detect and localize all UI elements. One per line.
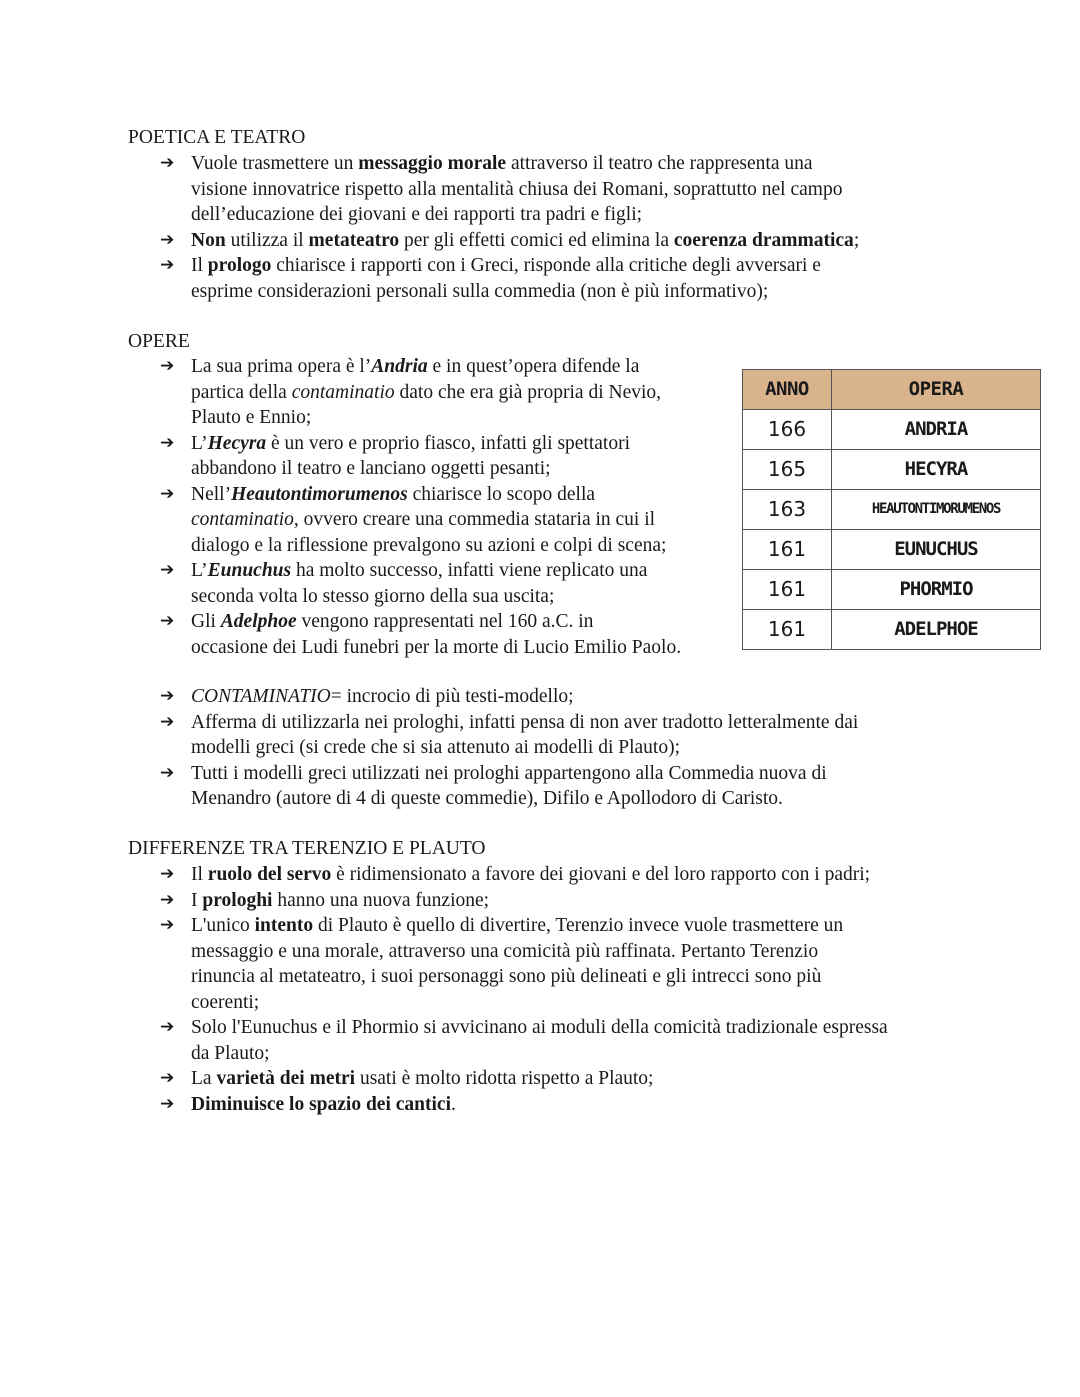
text-segment: chiarisce i rapporti con i Greci, risponde alla critiche degli avversari e — [271, 255, 821, 276]
text-segment: Non — [191, 229, 226, 251]
table-row — [743, 410, 1041, 450]
arrow-icon: ➔ — [160, 762, 175, 783]
text-segment: Il — [191, 864, 208, 885]
opera-cell: HECYRA — [832, 450, 1041, 490]
text-segment: varietà dei metri — [216, 1068, 356, 1089]
list-item — [160, 862, 888, 888]
table-row — [743, 570, 1041, 610]
text-segment: coerenza drammatica — [673, 229, 854, 251]
list-item — [160, 431, 681, 482]
arrow-icon: ➔ — [160, 255, 175, 275]
text-segment: vengono rappresentati nel 160 a.C. in — [296, 611, 594, 632]
arrow-icon: ➔ — [160, 356, 175, 376]
section-title-differenze: DIFFERENZE TRA TERENZIO E PLAUTO — [128, 838, 486, 859]
table-row — [743, 610, 1041, 650]
list-item — [160, 151, 859, 228]
opere-table — [742, 369, 1041, 650]
text-segment: seconda volta lo stesso giorno della sua uscita; — [191, 585, 555, 607]
arrow-icon: ➔ — [160, 889, 175, 910]
text-segment: Il — [191, 255, 208, 276]
arrow-icon: ➔ — [160, 432, 175, 453]
table-row — [743, 450, 1041, 490]
table-row — [743, 530, 1041, 570]
list-item — [160, 558, 681, 609]
text-segment: occasione dei Ludi funebri per la morte di Lucio Emilio Paolo. — [191, 636, 682, 658]
opera-cell: HEAUTONTIMORUMENOS — [832, 490, 1041, 530]
text-segment: visione innovatrice rispetto alla mentalità chiusa dei Romani, soprattutto nel campo — [191, 178, 843, 200]
arrow-icon: ➔ — [160, 915, 175, 935]
header-opera: OPERA — [832, 370, 1041, 410]
arrow-icon: ➔ — [160, 864, 175, 884]
text-segment: contaminatio — [291, 381, 395, 403]
text-segment: L’ — [191, 560, 208, 581]
list-item — [160, 761, 858, 812]
text-segment: e in quest’opera difende la — [427, 356, 640, 377]
text-segment: prologo — [207, 255, 272, 276]
header-anno: ANNO — [743, 370, 832, 410]
text-segment: contaminatio — [191, 509, 294, 530]
arrow-icon: ➔ — [160, 1017, 175, 1037]
text-segment: ruolo del servo — [207, 864, 332, 885]
list-item — [160, 710, 858, 761]
list-item — [160, 228, 859, 254]
text-segment: partica della — [191, 381, 292, 403]
arrow-icon: ➔ — [160, 711, 175, 732]
text-segment: Andria — [371, 356, 428, 377]
text-segment: da Plauto; — [191, 1042, 270, 1064]
text-segment: CONTAMINATIO — [191, 686, 331, 707]
list-item — [160, 684, 858, 710]
list-item — [160, 482, 681, 559]
text-segment: messaggio morale — [358, 153, 507, 174]
anno-cell: 161 — [743, 530, 832, 570]
text-segment: ; — [853, 229, 860, 251]
text-segment: Afferma di utilizzarla nei prologhi, infatti pensa di non aver tradotto letteralmente dai — [191, 711, 859, 733]
text-segment: usati è molto ridotta rispetto a Plauto; — [355, 1068, 654, 1089]
list-item — [160, 354, 681, 431]
text-segment: intento — [254, 915, 314, 936]
anno-cell: 165 — [743, 450, 832, 490]
text-segment: Hecyra — [207, 432, 267, 454]
opera-cell: PHORMIO — [832, 570, 1041, 610]
list-item — [160, 253, 859, 304]
text-segment: Solo l'Eunuchus e il Phormio si avvicinano ai moduli della comicità tradizionale espressa — [191, 1017, 888, 1038]
list-item — [160, 1092, 888, 1118]
arrow-icon: ➔ — [160, 560, 175, 580]
text-segment: modelli greci (si crede che si sia attenuto ai modelli di Plauto); — [191, 737, 680, 758]
text-segment: per gli effetti comici ed elimina la — [399, 229, 674, 251]
text-segment: Vuole trasmettere un — [191, 153, 359, 174]
text-segment: La — [191, 1068, 217, 1089]
arrow-icon: ➔ — [160, 483, 175, 504]
text-segment: abbandono il teatro e lanciano oggetti pesanti; — [191, 458, 551, 479]
text-segment: messaggio e una morale, attraverso una comicità più raffinata. Pertanto Terenzio — [191, 940, 819, 962]
text-segment: utilizza il — [225, 229, 309, 251]
arrow-icon: ➔ — [160, 1093, 175, 1114]
list-item — [160, 1066, 888, 1092]
text-segment: chiarisce lo scopo della — [407, 483, 596, 505]
table-row — [743, 490, 1041, 530]
text-segment: Menandro (autore di 4 di queste commedie), Difilo e Apollodoro di Caristo. — [191, 788, 783, 809]
section-title-poetica: POETICA E TEATRO — [128, 127, 306, 148]
text-segment: , ovvero creare una commedia stataria in cui il — [293, 509, 656, 530]
list-item — [160, 1015, 888, 1066]
list-item — [160, 888, 888, 914]
text-segment: è un vero e proprio fiasco, infatti gli spettatori — [266, 432, 631, 454]
anno-cell: 163 — [743, 490, 832, 530]
text-segment: di Plauto è quello di divertire, Terenzio invece vuole trasmettere un — [313, 915, 844, 936]
text-segment: dato che era già propria di Nevio, — [394, 381, 662, 403]
text-segment: Nell’ — [191, 483, 232, 505]
opera-cell: EUNUCHUS — [832, 530, 1041, 570]
text-segment: ha molto successo, infatti viene replicato una — [291, 560, 648, 581]
text-segment: rinuncia al metateatro, i suoi personaggi sono più delineati e gli intrecci sono più — [191, 966, 822, 987]
text-segment: Eunuchus — [207, 560, 292, 581]
arrow-icon: ➔ — [160, 153, 175, 173]
arrow-icon: ➔ — [160, 686, 175, 706]
text-segment: Plauto e Ennio; — [191, 407, 312, 428]
arrow-icon: ➔ — [160, 611, 175, 631]
text-segment: coerenti; — [191, 991, 260, 1013]
text-segment: Heautontimorumenos — [231, 483, 408, 505]
text-segment: La sua prima opera è l’ — [191, 356, 372, 377]
text-segment: è ridimensionato a favore dei giovani e del loro rapporto con i padri; — [331, 864, 871, 885]
text-segment: hanno una nuova funzione; — [272, 889, 490, 911]
anno-cell: 161 — [743, 570, 832, 610]
text-segment: metateatro — [308, 229, 400, 251]
text-segment: . — [451, 1093, 456, 1115]
text-segment: L’ — [191, 432, 208, 454]
opere-list — [160, 354, 681, 660]
differenze-list — [160, 862, 888, 1117]
list-item — [160, 609, 681, 660]
poetica-list — [160, 151, 859, 304]
text-segment: Gli — [191, 611, 221, 632]
contaminatio-list — [160, 684, 858, 812]
text-segment: attraverso il teatro che rappresenta una — [506, 153, 813, 174]
text-segment: = incrocio di più testi-modello; — [330, 686, 574, 707]
anno-cell: 166 — [743, 410, 832, 450]
text-segment: Tutti i modelli greci utilizzati nei prologhi appartengono alla Commedia nuova di — [191, 762, 827, 784]
text-segment: dell’educazione dei giovani e dei rapporti tra padri e figli; — [191, 204, 643, 225]
text-segment: dialogo e la riflessione prevalgono su azioni e colpi di scena; — [191, 534, 667, 556]
text-segment: prologhi — [202, 889, 273, 911]
anno-cell: 161 — [743, 610, 832, 650]
section-title-opere: OPERE — [128, 331, 190, 352]
text-segment: I — [191, 889, 203, 911]
text-segment: Diminuisce lo spazio dei cantici — [191, 1093, 451, 1115]
table-header-row — [743, 370, 1041, 410]
arrow-icon: ➔ — [160, 1068, 175, 1088]
opera-cell: ADELPHOE — [832, 610, 1041, 650]
text-segment: L'unico — [191, 915, 255, 936]
text-segment: Adelphoe — [220, 611, 297, 632]
text-segment: esprime considerazioni personali sulla commedia (non è più informativo); — [191, 280, 769, 302]
list-item — [160, 913, 888, 1015]
opera-cell: ANDRIA — [832, 410, 1041, 450]
arrow-icon: ➔ — [160, 229, 175, 250]
